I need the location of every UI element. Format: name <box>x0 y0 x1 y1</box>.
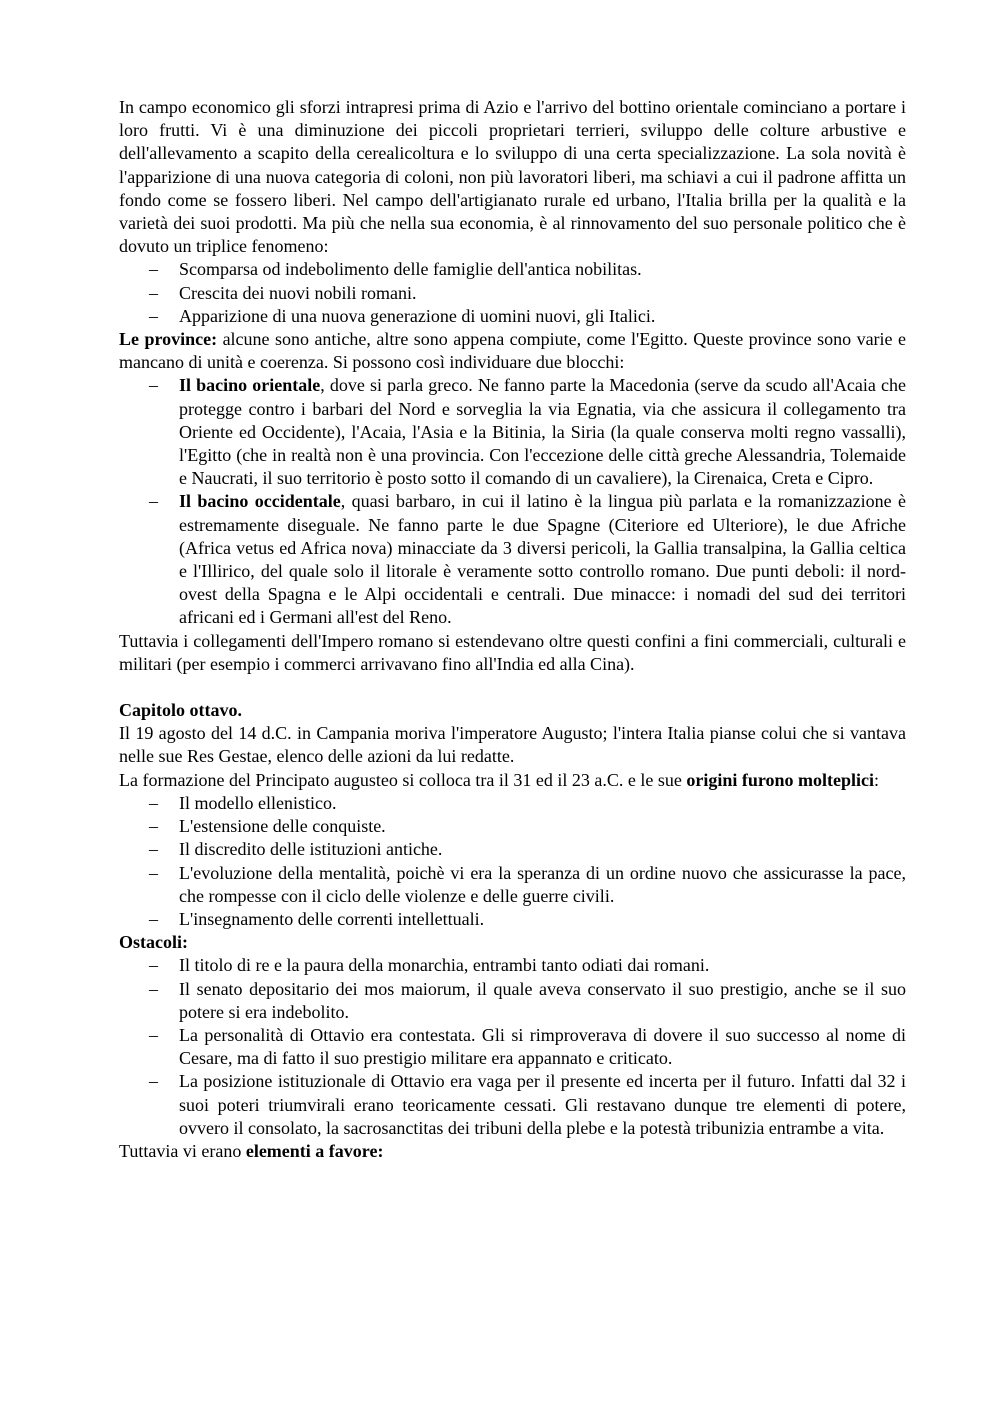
paragraph-economia: In campo economico gli sforzi intrapresi prima di Azio e l'arrivo del bottino orientale cominciano a portare i loro frutti. Vi è una diminuzione dei piccoli proprietari terrieri, sviluppo delle colture arbustive e dell'allevamento a scapito della cerealicoltura e lo sviluppo di una certa specializzazione. La sola novità è l'apparizione di una nuova categoria di coloni, non più lavoratori liberi, ma schiavi a cui il padrone affitta un fondo come se fossero liberi. Nel campo dell'artigianato rurale ed urbano, l'Italia brilla per la qualità e la varietà dei suoi prodotti. Ma più che nella sua economia, è al rinnovamento del suo personale politico che è dovuto un triplice fenomeno: <box>119 97 906 257</box>
paragraph-province: Le province: alcune sono antiche, altre sono appena compiute, come l'Egitto. Queste province sono varie e mancano di unità e coerenza. Si possono così individuare due blocchi: <box>119 329 906 373</box>
list-item: – L'insegnamento delle correnti intellettuali. <box>119 908 906 931</box>
list-item-bacino-occidentale: – Il bacino occidentale, quasi barbaro, in cui il latino è la lingua più parlata e la romanizzazione è estremamente diseguale. Ne fanno parte le due Spagne (Citeriore ed Ulteriore), le due Afriche (Africa vetus ed Africa nova) minacciate da 3 diversi pericoli, la Gallia transalpina, la Gallia celtica e l'Illirico, del quale solo il litorale è veramente sotto controllo romano. Due punti deboli: il nord-ovest della Spagna e le Alpi occidentali e centrali. Due minacce: i nomadi del sud dei territori africani ed i Germani all'est del Reno. <box>149 491 906 628</box>
list-item: – Il titolo di re e la paura della monarchia, entrambi tanto odiati dai romani. <box>119 954 906 977</box>
list-item: – La posizione istituzionale di Ottavio era vaga per il presente ed incerta per il futuro. Infatti dal 32 i suoi poteri triumvirali erano teoricamente cessati. Gli restavano dunque tre elementi di potere, ovvero il consolato, la sacrosanctitas dei tribuni della plebe e la potestà tribunizia entrambe a vita. <box>149 1071 906 1138</box>
dash-bullet: – <box>149 305 158 326</box>
list-item: – Il discredito delle istituzioni antiche. <box>119 838 906 861</box>
list-item: – L'evoluzione della mentalità, poichè vi era la speranza di un ordine nuovo che assicurasse la pace, che rompesse con il ciclo delle violenze e delle guerre civili. <box>149 862 906 906</box>
dash-bullet: – <box>149 375 158 396</box>
list-item: – Apparizione di una nuova generazione di uomini nuovi, gli Italici. <box>119 305 906 328</box>
ostacoli-heading: Ostacoli: <box>119 932 188 953</box>
list-item: – Il modello ellenistico. <box>119 792 906 815</box>
dash-bullet: – <box>149 955 158 976</box>
list-item: – L'estensione delle conquiste. <box>119 815 906 838</box>
list-item: – La personalità di Ottavio era contestata. Gli si rimproverava di dovere il suo successo al nome di Cesare, ma di fatto il suo prestigio militare era appannato e criticato. <box>149 1024 906 1069</box>
dash-bullet: – <box>149 978 158 999</box>
spacer <box>119 676 906 699</box>
dash-bullet: – <box>149 491 158 512</box>
province-label: Le province: <box>119 329 218 350</box>
dash-bullet: – <box>149 259 158 280</box>
dash-bullet: – <box>149 816 158 837</box>
dash-bullet: – <box>149 1071 158 1092</box>
list-blocchi <box>119 374 906 629</box>
list-fenomeno <box>119 258 906 328</box>
list-ostacoli <box>119 954 906 1140</box>
list-item: – Il senato depositario dei mos maiorum, il quale aveva conservato il suo prestigio, anche se il suo potere si era indebolito. <box>149 978 906 1022</box>
dash-bullet: – <box>149 282 158 303</box>
dash-bullet: – <box>149 1024 158 1045</box>
paragraph-augusto: Il 19 agosto del 14 d.C. in Campania moriva l'imperatore Augusto; l'intera Italia pianse colui che si vantava nelle sue Res Gestae, elenco delle azioni da lui redatte. <box>119 723 906 767</box>
dash-bullet: – <box>149 908 158 929</box>
paragraph-formazione: La formazione del Principato augusteo si colloca tra il 31 ed il 23 a.C. e le sue origini furono molteplici: <box>119 769 880 790</box>
list-item: – Scomparsa od indebolimento delle famiglie dell'antica nobilitas. <box>119 258 906 281</box>
dash-bullet: – <box>149 839 158 860</box>
list-item: – Crescita dei nuovi nobili romani. <box>119 282 906 305</box>
dash-bullet: – <box>149 792 158 813</box>
list-origini <box>119 792 906 931</box>
dash-bullet: – <box>149 862 158 883</box>
chapter-title: Capitolo ottavo. <box>119 700 242 721</box>
list-item-bacino-orientale: – Il bacino orientale, dove si parla greco. Ne fanno parte la Macedonia (serve da scudo all'Acaia che protegge contro i barbari del Nord e sorveglia la via Egnatia, via che assicura il collegamento tra Oriente ed Occidente), l'Acaia, l'Asia e la Bitinia, la Siria (la quale conserva molti regno vassalli), l'Egitto (che in realtà non è una provincia. Con l'eccezione delle città greche Alessandria, Tolemaide e Naucrati, il suo territorio è posto sotto il comando di un cavaliere), la Cirenaica, Creta e Cipro. <box>149 375 906 489</box>
paragraph-collegamenti: Tuttavia i collegamenti dell'Impero romano si estendevano oltre questi confini a fini commerciali, culturali e militari (per esempio i commerci arrivavano fino all'India ed alla Cina). <box>119 630 906 674</box>
paragraph-favore: Tuttavia vi erano elementi a favore: <box>119 1140 384 1161</box>
